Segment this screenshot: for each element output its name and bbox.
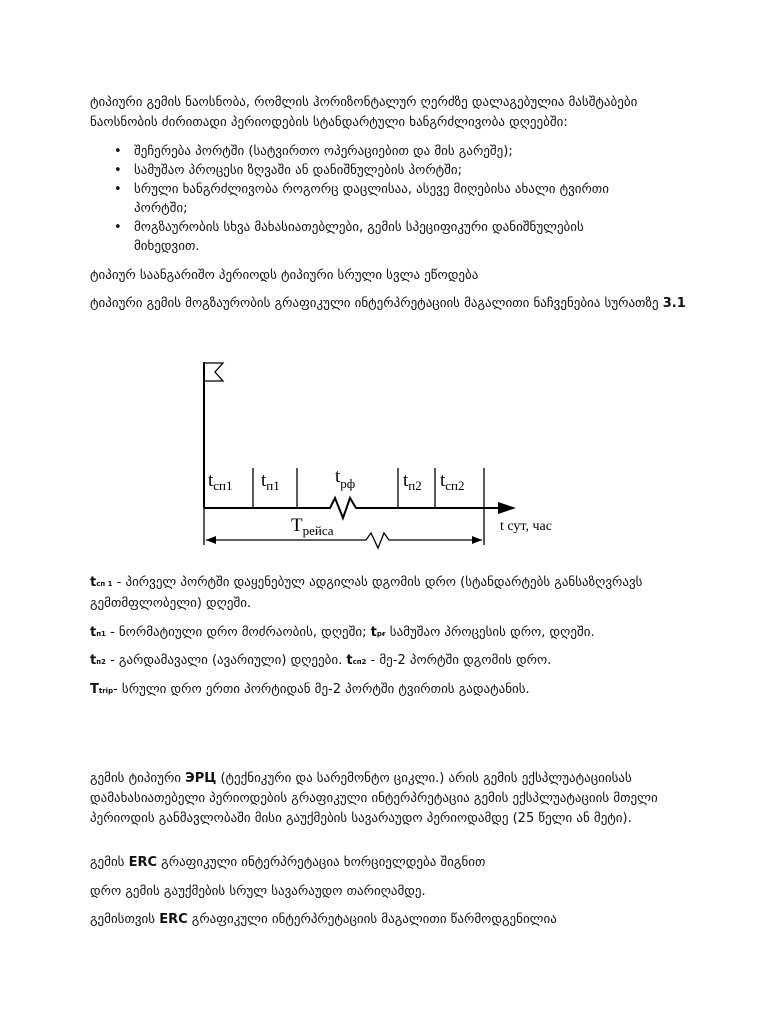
list-item: • შეჩერება პორტში (სატვირთო ოპერაციებით და მის გარეშე); [114,144,513,159]
list-item: • სრული ხანგრძლივობა როგორც დაცლისაა, ასევე მიღებისა ახალი ტვირთი პორტში; [114,182,609,216]
definition-tp2: tп2 - გარდამავალი (ავარიული) დღეები. tсп2 - მე-2 პორტში დგომის დრო. [90,653,552,668]
label-trf: $t_{рф}$ [335,466,356,491]
bullet-icon: • [114,163,122,178]
bullet-icon: • [114,220,122,235]
label-tsp1: $t_{сп1}$ [208,470,233,493]
axis-label: t сут, час [500,519,552,534]
typical-period-text: ტიპიურ საანგარიშო პერიოდს ტიპიური სრული სვლა ეწოდება [90,268,479,283]
label-tp2: $t_{п2}$ [403,470,422,493]
erc-line-2: დრო გემის გაუქმების სრულ სავარაუდო თარიღამდე. [90,884,426,899]
dimension-arrow-icon [206,536,216,544]
list-item: • სამუშაო პროცესი ზღვაში ან დანიშნულების პორტში; [114,163,463,178]
time-axis [204,498,500,518]
definition-tsp1: tсп 1 - პირველ პორტში დაყენებულ ადგილას დგომის დრო (სტანდარტებს განსაზღვრავს გემთმფლობელი) დღეში. [90,575,643,611]
bullet-icon: • [114,182,122,197]
erc-intro-paragraph: გემის ტიპიური ЭРЦ (ტექნიკური და სარემონტო ციკლი.) არის გემის ექსპლუატაციისას დამახასიათებელი პერიოდების გრაფიკული ინტერპრეტაცია გემის ექსპლუატაციის მთელი პერიოდის განმავლობაში მისი გაუქმების სავარაუდო პერიოდამდე (25 წელი ან მეტი). [90,771,658,826]
erc-line-1: გემის ERC გრაფიკული ინტერპრეტაცია ხორციელდება შიგნით [90,855,486,870]
definition-trip: Ttrip- სრული დრო ერთი პორტიდან მე-2 პორტში ტვირთის გადატანის. [90,682,530,697]
label-tsp2: $t_{сп2}$ [440,470,465,493]
flag-icon [204,363,223,381]
definition-tp1: tп1 - ნორმატიული დრო მოძრაობის, დღეში; tрғ სამუშაო პროცესის დრო, დღეში. [90,625,595,640]
label-trip: $T_{рейса}$ [291,515,334,538]
label-tp1: $t_{п1}$ [261,470,280,493]
trip-dimension-line [206,533,482,548]
dimension-arrow-icon [472,536,482,544]
list-item: • მოგზაურობის სხვა მახასიათებლები, გემის სპეციფიკური დანიშნულების მიხედვით. [114,220,584,254]
figure-reference: ტიპიური გემის მოგზაურობის გრაფიკული ინტერპრეტაციის მაგალითი ნაჩვენებია სურათზე 3.1 [90,296,686,311]
axis-arrow-icon [498,502,516,514]
intro-paragraph: ტიპიური გემის ნაოსნობა, რომლის ჰორიზონტალურ ღერძზე დალაგებულია მასშტაბები ნაოსნობის ძირითადი პერიოდების სტანდარტული ხანგრძლივობა დღეებში: [90,95,638,130]
bullet-icon: • [114,144,122,159]
figure-number: 3.1 [662,296,686,311]
erc-line-3: გემისთვის ERC გრაფიკული ინტერპრეტაციის მაგალითი წარმოდგენილია [90,912,557,927]
